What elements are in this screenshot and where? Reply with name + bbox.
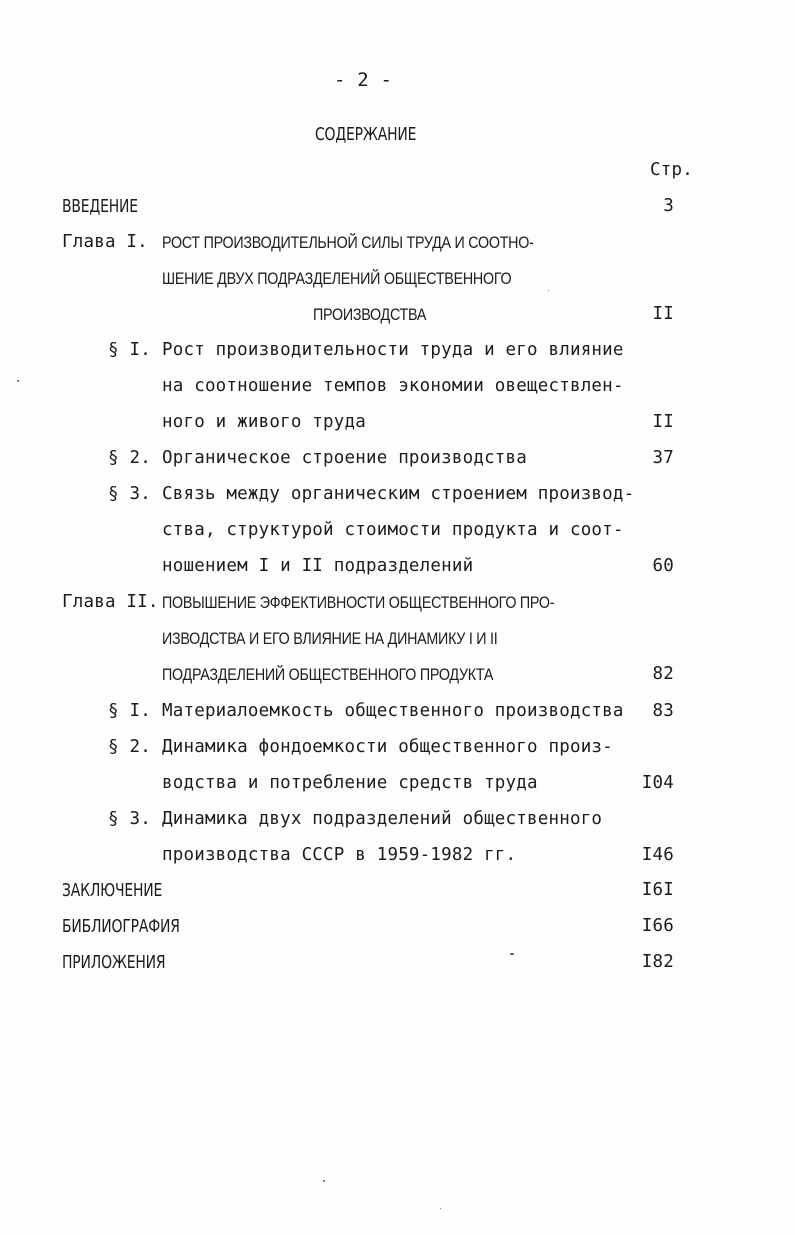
toc-entry-line: водства и потребление средств труда	[162, 773, 538, 793]
scan-speck	[323, 1180, 325, 1182]
toc-entry-line: Органическое строение производства	[162, 448, 528, 468]
toc-entry-page: II	[652, 412, 674, 432]
toc-entry-prefix: § 2.	[108, 448, 151, 468]
toc-entry-line: ИЗВОДСТВА И ЕГО ВЛИЯНИЕ НА ДИНАМИКУ I И II	[162, 629, 498, 648]
toc-entry-prefix: § 3.	[108, 484, 151, 504]
toc-entry-line: Рост производительности труда и его влияние	[162, 340, 624, 360]
toc-entry-page: I82	[641, 952, 674, 972]
toc-entry-prefix: § 3.	[108, 809, 151, 829]
scan-speck	[548, 290, 549, 291]
toc-entry-line: ПОДРАЗДЕЛЕНИЙ ОБЩЕСТВЕННОГО ПРОДУКТА	[162, 665, 494, 684]
toc-entry-page: 37	[652, 448, 674, 468]
toc-entry-line: ношением I и II подразделений	[162, 556, 474, 576]
toc-entry-page: 82	[652, 664, 674, 684]
page-number: - 2 -	[334, 69, 393, 91]
page-column-header: Стр.	[650, 160, 693, 180]
scan-speck	[510, 953, 514, 955]
toc-entry-line: ПРОИЗВОДСТВА	[313, 305, 427, 324]
toc-entry-line: Связь между органическим строением производ-	[162, 484, 635, 504]
toc-entry-prefix: § 2.	[108, 737, 151, 757]
toc-entry-page: I04	[641, 773, 674, 793]
toc-entry-label: ЗАКЛЮЧЕНИЕ	[62, 880, 163, 901]
toc-entry-prefix: § I.	[108, 340, 151, 360]
toc-entry-line: Динамика фондоемкости общественного произ-	[162, 737, 613, 757]
toc-entry-label: БИБЛИОГРАФИЯ	[62, 916, 180, 937]
toc-entry-line: производства СССР в 1959-1982 гг.	[162, 845, 517, 865]
toc-entry-line: ШЕНИЕ ДВУХ ПОДРАЗДЕЛЕНИЙ ОБЩЕСТВЕННОГО	[162, 269, 512, 288]
toc-entry-page: I66	[641, 916, 674, 936]
toc-entry-line: ПОВЫШЕНИЕ ЭФФЕКТИВНОСТИ ОБЩЕСТВЕННОГО ПРО-	[162, 593, 555, 612]
toc-entry-line: ства, структурой стоимости продукта и соот-	[162, 520, 624, 540]
toc-entry-line: ного и живого труда	[162, 412, 366, 432]
toc-entry-page: II	[652, 304, 674, 324]
scan-speck	[440, 1208, 441, 1209]
toc-entry-page: 60	[652, 556, 674, 576]
toc-entry-page: 83	[652, 701, 674, 721]
toc-entry-page: I6I	[641, 880, 674, 900]
toc-entry-line: Динамика двух подразделений общественного	[162, 809, 603, 829]
toc-entry-label: ВВЕДЕНИЕ	[62, 196, 138, 217]
toc-entry-label: ПРИЛОЖЕНИЯ	[62, 952, 166, 973]
toc-entry-page: 3	[663, 196, 674, 216]
toc-entry-prefix: § I.	[108, 701, 151, 721]
toc-entry-page: I46	[641, 845, 674, 865]
toc-entry-prefix: Глава II.	[62, 592, 159, 612]
toc-entry-line: Материалоемкость общественного производства	[162, 701, 624, 721]
scan-speck	[17, 380, 19, 382]
toc-entry-line: РОСТ ПРОИЗВОДИТЕЛЬНОЙ СИЛЫ ТРУДА И СООТНО-	[162, 233, 534, 252]
toc-entry-prefix: Глава I.	[62, 232, 148, 252]
page-title: СОДЕРЖАНИЕ	[315, 124, 417, 145]
toc-entry-line: на соотношение темпов экономии овеществлен-	[162, 376, 624, 396]
